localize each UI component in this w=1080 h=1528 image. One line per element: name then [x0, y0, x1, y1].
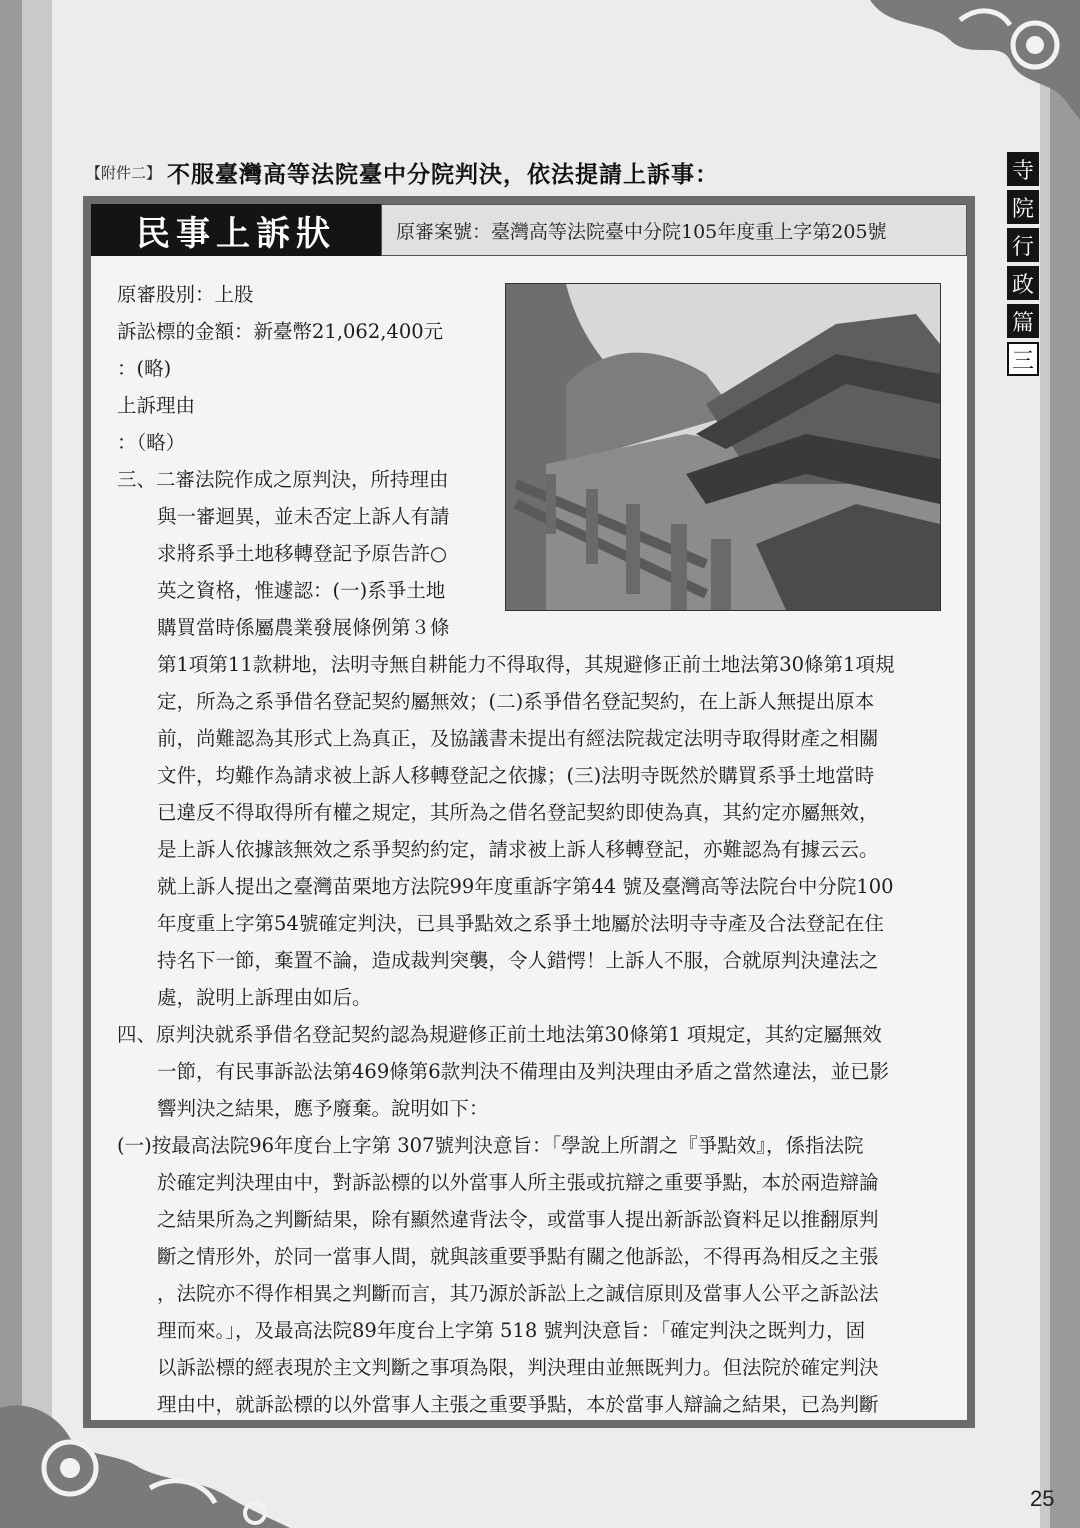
text-line: 就上訴人提出之臺灣苗栗地方法院99年度重訴字第44 號及臺灣高等法院台中分院100	[157, 875, 894, 898]
text-line: 是上訴人依據該無效之系爭契約約定，請求被上訴人移轉登記，亦難認為有據云云。	[157, 838, 879, 861]
text-line: 與一審迴異，並未否定上訴人有請	[157, 505, 450, 528]
text-line: 訴訟標的金額：新臺幣21,062,400元	[117, 320, 444, 343]
text-line: 文件，均難作為請求被上訴人移轉登記之依據；(三)法明寺既然於購買系爭土地當時	[157, 764, 875, 787]
attachment-title: 不服臺灣高等法院臺中分院判決，依法提請上訴事：	[167, 161, 720, 188]
document-body	[117, 276, 943, 1420]
text-line: 理而來。」，及最高法院89年度台上字第 518 號判決意旨：「確定判決之既判力，固	[157, 1319, 866, 1342]
side-tab-char: 行	[1007, 228, 1039, 262]
text-line: 原審股別：上股	[117, 283, 254, 306]
text-line: 斷之情形外，於同一當事人間，就與該重要爭點有關之他訴訟，不得再為相反之主張	[157, 1245, 879, 1268]
text-line: 第1項第11款耕地，法明寺無自耕能力不得取得，其規避修正前土地法第30條第1項規	[157, 653, 895, 676]
page-number: 25	[1030, 1486, 1055, 1511]
text-line: ：（略）	[117, 431, 186, 454]
side-tab-char: 院	[1007, 190, 1039, 224]
text-line: 響判決之結果，應予廢棄。說明如下：	[157, 1097, 489, 1120]
text-line: 求將系爭土地移轉登記予原告許○	[157, 542, 448, 565]
text-line: 持名下一節，棄置不論，造成裁判突襲，令人錯愕！上訴人不服，合就原判決違法之	[157, 949, 879, 972]
text-line: ：(略)	[117, 357, 172, 380]
text-line: 以訴訟標的經表現於主文判斷之事項為限，判決理由並無既判力。但法院於確定判決	[157, 1356, 879, 1379]
panel-title: 民事上訴狀	[91, 204, 381, 256]
document-inner	[91, 204, 967, 1420]
text-line: 購買當時係屬農業發展條例第３條	[157, 616, 450, 639]
text-line: 三、二審法院作成之原判決，所持理由	[117, 468, 449, 491]
section-side-tab	[1007, 152, 1041, 376]
side-tab-char: 篇	[1007, 304, 1039, 338]
text-line: 之結果所為之判斷結果，除有顯然違背法令，或當事人提出新訴訟資料足以推翻原判	[157, 1208, 879, 1231]
case-number: 原審案號：臺灣高等法院臺中分院105年度重上字第205號	[381, 204, 967, 256]
document-panel	[83, 196, 975, 1428]
text-line: 年度重上字第54號確定判決，已具爭點效之系爭土地屬於法明寺寺產及合法登記在住	[157, 912, 884, 935]
text-line: 英之資格，惟遽認：(一)系爭土地	[157, 579, 446, 602]
text-line: 已違反不得取得所有權之規定，其所為之借名登記契約即使為真，其約定亦屬無效，	[157, 801, 879, 824]
side-tab-char: 政	[1007, 266, 1039, 300]
text-line: 定，所為之系爭借名登記契約屬無效；(二)系爭借名登記契約，在上訴人無提出原本	[157, 690, 875, 713]
cloud-ornament-icon	[850, 0, 1080, 120]
attachment-heading	[86, 152, 846, 192]
text-line: 前，尚難認為其形式上為真正，及協議書未提出有經法院裁定法明寺取得財產之相關	[157, 727, 879, 750]
attachment-tag: 【附件二】	[86, 163, 162, 182]
subsection-one-heading: (一)按最高法院96年度台上字第 307號判決意旨：「學說上所謂之『爭點效』，係指法院	[117, 1134, 864, 1157]
text-line: 於確定判決理由中，對訴訟標的以外當事人所主張或抗辯之重要爭點，本於兩造辯論	[157, 1171, 879, 1194]
text-line: 上訴理由	[117, 394, 196, 417]
text-line: 一節，有民事訴訟法第469條第6款判決不備理由及判決理由矛盾之當然違法，並已影	[157, 1060, 890, 1083]
text-line: ，法院亦不得作相異之判斷而言，其乃源於訴訟上之誠信原則及當事人公平之訴訟法	[157, 1282, 879, 1305]
section-four-heading: 四、原判決就系爭借名登記契約認為規避修正前土地法第30條第1 項規定，其約定屬無效	[117, 1023, 882, 1046]
panel-header	[91, 204, 967, 256]
text-line: 理由中，就訴訟標的以外當事人主張之重要爭點，本於當事人辯論之結果，已為判斷	[157, 1393, 879, 1416]
text-line: 處，說明上訴理由如后。	[157, 986, 372, 1009]
side-tab-char: 寺	[1007, 152, 1039, 186]
side-tab-char: 三	[1007, 342, 1039, 376]
